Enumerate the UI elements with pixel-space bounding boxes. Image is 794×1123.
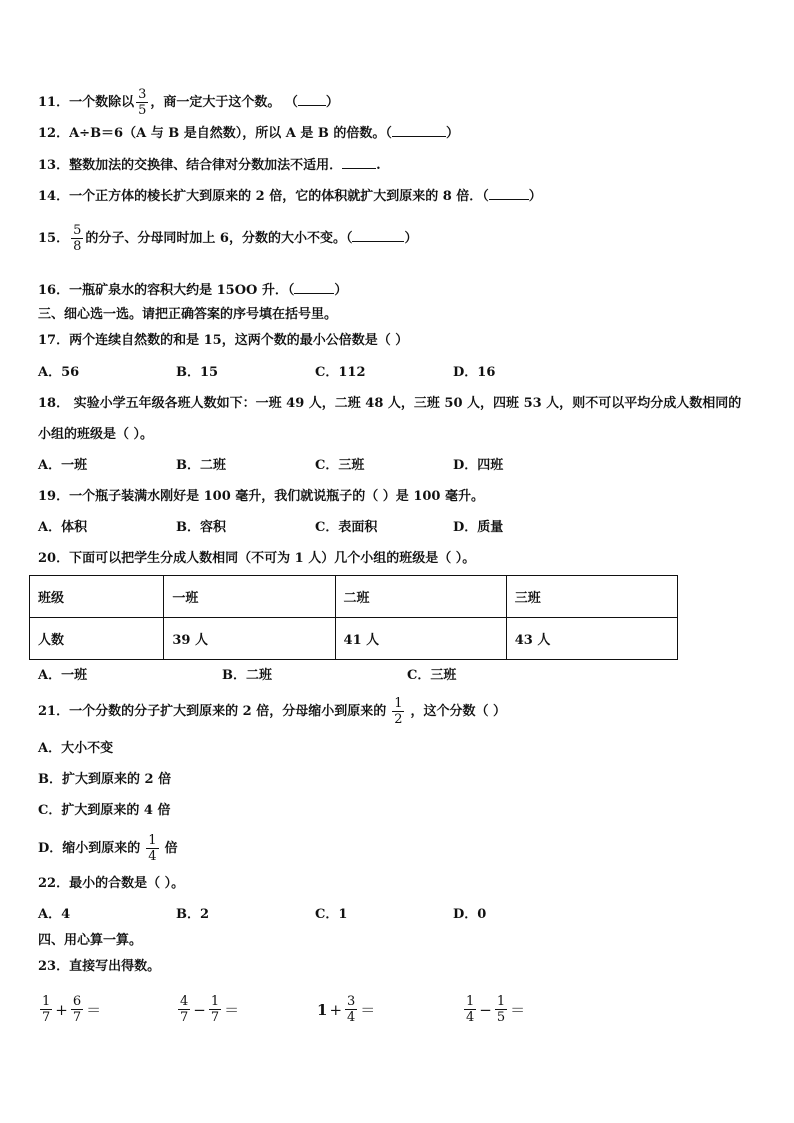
section-heading-3: 三、细心选一选。请把正确答案的序号填在括号里。: [38, 307, 338, 322]
question-20: 20．下面可以把学生分成人数相同（不可为 1 人）几个小组的班级是（ ）。: [38, 551, 476, 566]
answer-blank[interactable]: [298, 95, 326, 106]
question-18: 18． 实验小学五年级各班人数如下：一班 49 人，二班 48 人，三班 50 人，四班 53 人，则不可以平均分成人数相同的: [38, 396, 742, 411]
option-a[interactable]: A．56: [38, 365, 80, 380]
option-c[interactable]: C．112: [315, 365, 366, 380]
fraction: $\frac{3}{5}$: [138, 87, 147, 118]
question-17: 17．两个连续自然数的和是 15，这两个数的最小公倍数是（ ）: [38, 333, 409, 348]
table-row: [30, 576, 678, 618]
option-d[interactable]: D．缩小到原来的 $\frac{1}{4}$ 倍: [38, 833, 178, 864]
expression-2: $\frac{4}{7}$ − $\frac{1}{7}$ ＝: [180, 994, 240, 1025]
table-cell: 三班: [506, 576, 677, 618]
option-a[interactable]: A．4: [38, 907, 71, 922]
option-c[interactable]: C．扩大到原来的 4 倍: [38, 803, 171, 818]
expression-4: $\frac{1}{4}$ − $\frac{1}{5}$ ＝: [466, 994, 526, 1025]
table-cell: 班级: [30, 576, 164, 618]
option-a[interactable]: A．大小不变: [38, 741, 114, 756]
option-c[interactable]: C．三班: [315, 458, 365, 473]
table-row: [30, 618, 678, 660]
answer-blank[interactable]: [352, 231, 404, 242]
option-d[interactable]: D．0: [453, 907, 487, 922]
option-a[interactable]: A．体积: [38, 520, 88, 535]
question-23: 23．直接写出得数。: [38, 959, 161, 974]
option-a[interactable]: A．一班: [38, 458, 88, 473]
option-b[interactable]: B．容积: [176, 520, 226, 535]
class-table: [29, 575, 678, 660]
question-12: 12．A÷B＝6（A 与 B 是自然数），所以 A 是 B 的倍数。（ ）: [38, 126, 459, 141]
fraction: $\frac{5}{8}$: [73, 223, 82, 254]
option-d[interactable]: D．16: [453, 365, 496, 380]
option-c[interactable]: C．表面积: [315, 520, 378, 535]
answer-blank[interactable]: [392, 126, 446, 137]
option-b[interactable]: B．15: [176, 365, 219, 380]
table-cell: 人数: [30, 618, 164, 660]
option-c[interactable]: C．三班: [407, 668, 457, 683]
question-13: 13．整数加法的交换律、结合律对分数加法不适用． .: [38, 158, 381, 173]
fraction: $\frac{1}{4}$: [148, 833, 157, 864]
table-cell: 二班: [335, 576, 506, 618]
option-b[interactable]: B．2: [176, 907, 210, 922]
expression-3: 1 + $\frac{3}{4}$ ＝: [317, 994, 376, 1025]
expression-1: $\frac{1}{7}$ + $\frac{6}{7}$ ＝: [42, 994, 102, 1025]
fraction: $\frac{1}{2}$: [394, 696, 403, 727]
table-cell: 43 人: [506, 618, 677, 660]
table-cell: 41 人: [335, 618, 506, 660]
option-b[interactable]: B．二班: [222, 668, 272, 683]
option-b[interactable]: B．扩大到原来的 2 倍: [38, 772, 172, 787]
question-18-line2: 小组的班级是（ ）。: [38, 427, 154, 442]
answer-blank[interactable]: [294, 283, 334, 294]
question-15: 15． $\frac{5}{8}$ 的分子、分母同时加上 6，分数的大小不变。（ ）: [38, 223, 418, 254]
question-16: 16．一瓶矿泉水的容积大约是 15OO 升．（ ）: [38, 283, 348, 298]
option-d[interactable]: D．四班: [453, 458, 504, 473]
question-19: 19．一个瓶子装满水刚好是 100 毫升，我们就说瓶子的（ ）是 100 毫升。: [38, 489, 484, 504]
table-cell: 一班: [164, 576, 335, 618]
option-c[interactable]: C．1: [315, 907, 348, 922]
section-heading-4: 四、用心算一算。: [38, 933, 143, 948]
question-11: 11．一个数除以 $\frac{3}{5}$ ，商一定大于这个数。 （ ）: [38, 87, 339, 118]
question-14: 14．一个正方体的棱长扩大到原来的 2 倍，它的体积就扩大到原来的 8 倍．（ ）: [38, 189, 542, 204]
option-a[interactable]: A．一班: [38, 668, 88, 683]
question-22: 22．最小的合数是（ ）。: [38, 876, 185, 891]
option-b[interactable]: B．二班: [176, 458, 226, 473]
question-21: 21．一个分数的分子扩大到原来的 2 倍，分母缩小到原来的 $\frac{1}{2}$ ，这个分数（ ）: [38, 696, 507, 727]
answer-blank[interactable]: [489, 189, 529, 200]
option-d[interactable]: D．质量: [453, 520, 504, 535]
answer-blank[interactable]: [342, 158, 376, 169]
table-cell: 39 人: [164, 618, 335, 660]
